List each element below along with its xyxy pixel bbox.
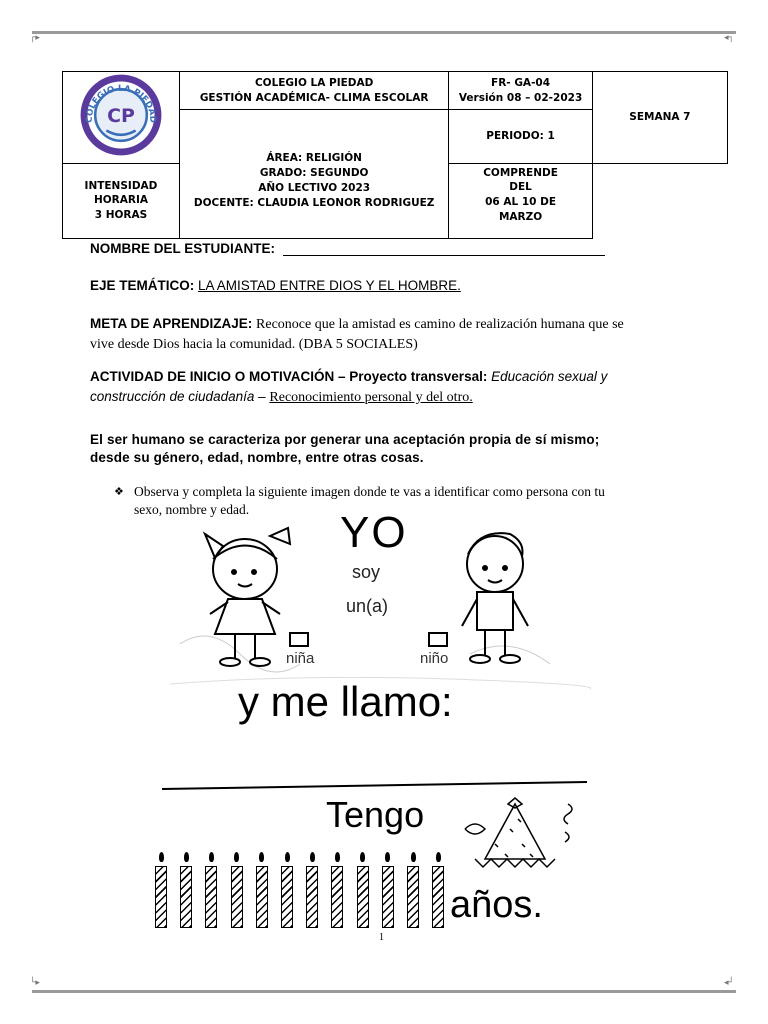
teacher-label: DOCENTE: CLAUDIA LEONOR RODRIGUEZ (193, 196, 435, 209)
header-table (62, 71, 728, 239)
logo-ring-text: COLEGIO LA PIEDAD (84, 83, 158, 123)
statement-line-2: desde su género, edad, nombre, entre otras cosas. (90, 450, 424, 465)
party-hat-drawing (465, 798, 572, 867)
boy-checkbox[interactable] (429, 633, 447, 646)
candle-icon (154, 852, 168, 930)
top-border-rule (32, 31, 736, 34)
candle-icon (255, 852, 269, 930)
student-name-row (90, 241, 605, 256)
candles-row (154, 852, 450, 932)
years-text: años. (450, 884, 543, 926)
learning-goal-text-2: vive desde Dios hacia la comunidad. (DBA 5 SOCIALES) (90, 337, 418, 352)
management-name: GESTIÓN ACADÉMICA- CLIMA ESCOLAR (199, 91, 429, 104)
intensity-hours: 3 HORAS (94, 209, 148, 222)
page-number: 1 (379, 932, 384, 943)
candle-icon (305, 852, 319, 930)
name-answer-line[interactable] (162, 782, 587, 789)
range-line-1: COMPRENDE (483, 166, 558, 179)
una-text: un(a) (346, 596, 389, 616)
period-label: PERIODO: 1 (486, 130, 555, 142)
year-label: AÑO LECTIVO 2023 (258, 181, 371, 194)
learning-goal (90, 314, 690, 354)
student-name-field[interactable] (283, 241, 605, 256)
intensity-label: INTENSIDAD HORARIA (84, 179, 158, 207)
thematic-axis-row (90, 278, 461, 293)
boy-drawing (462, 533, 528, 663)
yo-text: YO (340, 508, 408, 557)
activity-italic-1: Educación sexual y (491, 369, 608, 384)
thematic-axis-label: EJE TEMÁTICO: (90, 278, 195, 293)
activity-block (90, 367, 700, 408)
candle-icon (280, 852, 294, 930)
range-line-2: DEL (509, 181, 532, 194)
period-cell (449, 110, 592, 164)
week-label: SEMANA 7 (629, 111, 691, 123)
top-left-corner-mark: ┌▸ (30, 33, 40, 43)
activity-italic-2: construcción de ciudadanía (90, 389, 255, 404)
instruction-line-1: Observa y completa la siguiente imagen donde te vas a identificar como persona con tu (134, 484, 605, 499)
logo-cell (63, 72, 180, 164)
soy-text: soy (352, 562, 381, 582)
activity-label: ACTIVIDAD DE INICIO O MOTIVACIÓN – Proyecto transversal: (90, 369, 488, 384)
candle-icon (431, 852, 445, 930)
candle-icon (330, 852, 344, 930)
area-cell (179, 110, 448, 239)
bottom-right-corner-mark: ◂┘ (724, 978, 734, 988)
boy-option-label: niño (420, 650, 449, 667)
range-line-3: 06 AL 10 DE (485, 196, 556, 209)
name-prompt-text: y me llamo: (238, 678, 453, 725)
top-right-corner-mark: ◂┐ (724, 33, 734, 43)
bottom-left-corner-mark: └▸ (30, 978, 40, 988)
intensity-cell (63, 163, 180, 238)
candle-icon (356, 852, 370, 930)
diamond-bullet-icon: ❖ (114, 485, 124, 498)
activity-dash: – (254, 389, 270, 404)
range-line-4: MARZO (498, 210, 543, 223)
candle-icon (406, 852, 420, 930)
school-name: COLEGIO LA PIEDAD (254, 76, 374, 89)
learning-goal-text-1: Reconoce que la amistad es camino de realización humana que se (256, 317, 624, 332)
form-code: FR- GA-04 (491, 76, 551, 89)
learning-goal-label: META DE APRENDIZAJE: (90, 316, 253, 331)
girl-option-label: niña (286, 650, 315, 667)
age-prompt-text: Tengo (326, 794, 425, 835)
girl-drawing (205, 528, 290, 666)
thematic-axis-value: LA AMISTAD ENTRE DIOS Y EL HOMBRE. (198, 278, 461, 293)
candle-icon (179, 852, 193, 930)
student-name-label: NOMBRE DEL ESTUDIANTE: (90, 241, 276, 256)
statement-line-1: El ser humano se caracteriza por generar una aceptación propia de sí mismo; (90, 432, 600, 447)
statement-block (90, 431, 599, 467)
form-version: Versión 08 – 02-2023 (458, 91, 583, 104)
bottom-border-rule (32, 990, 736, 993)
instruction-line-2: sexo, nombre y edad. (134, 502, 250, 517)
candle-icon (230, 852, 244, 930)
range-cell (449, 163, 592, 238)
area-label: ÁREA: RELIGIÓN (266, 152, 362, 165)
grade-label: GRADO: SEGUNDO (259, 167, 369, 180)
school-cell (179, 72, 448, 110)
week-cell (592, 72, 727, 164)
candle-icon (381, 852, 395, 930)
school-logo (78, 72, 164, 158)
activity-underlined: Reconocimiento personal y del otro. (269, 390, 473, 405)
code-cell (449, 72, 592, 110)
logo-initials: CP (107, 104, 135, 127)
candle-icon (204, 852, 218, 930)
girl-checkbox[interactable] (290, 633, 308, 646)
